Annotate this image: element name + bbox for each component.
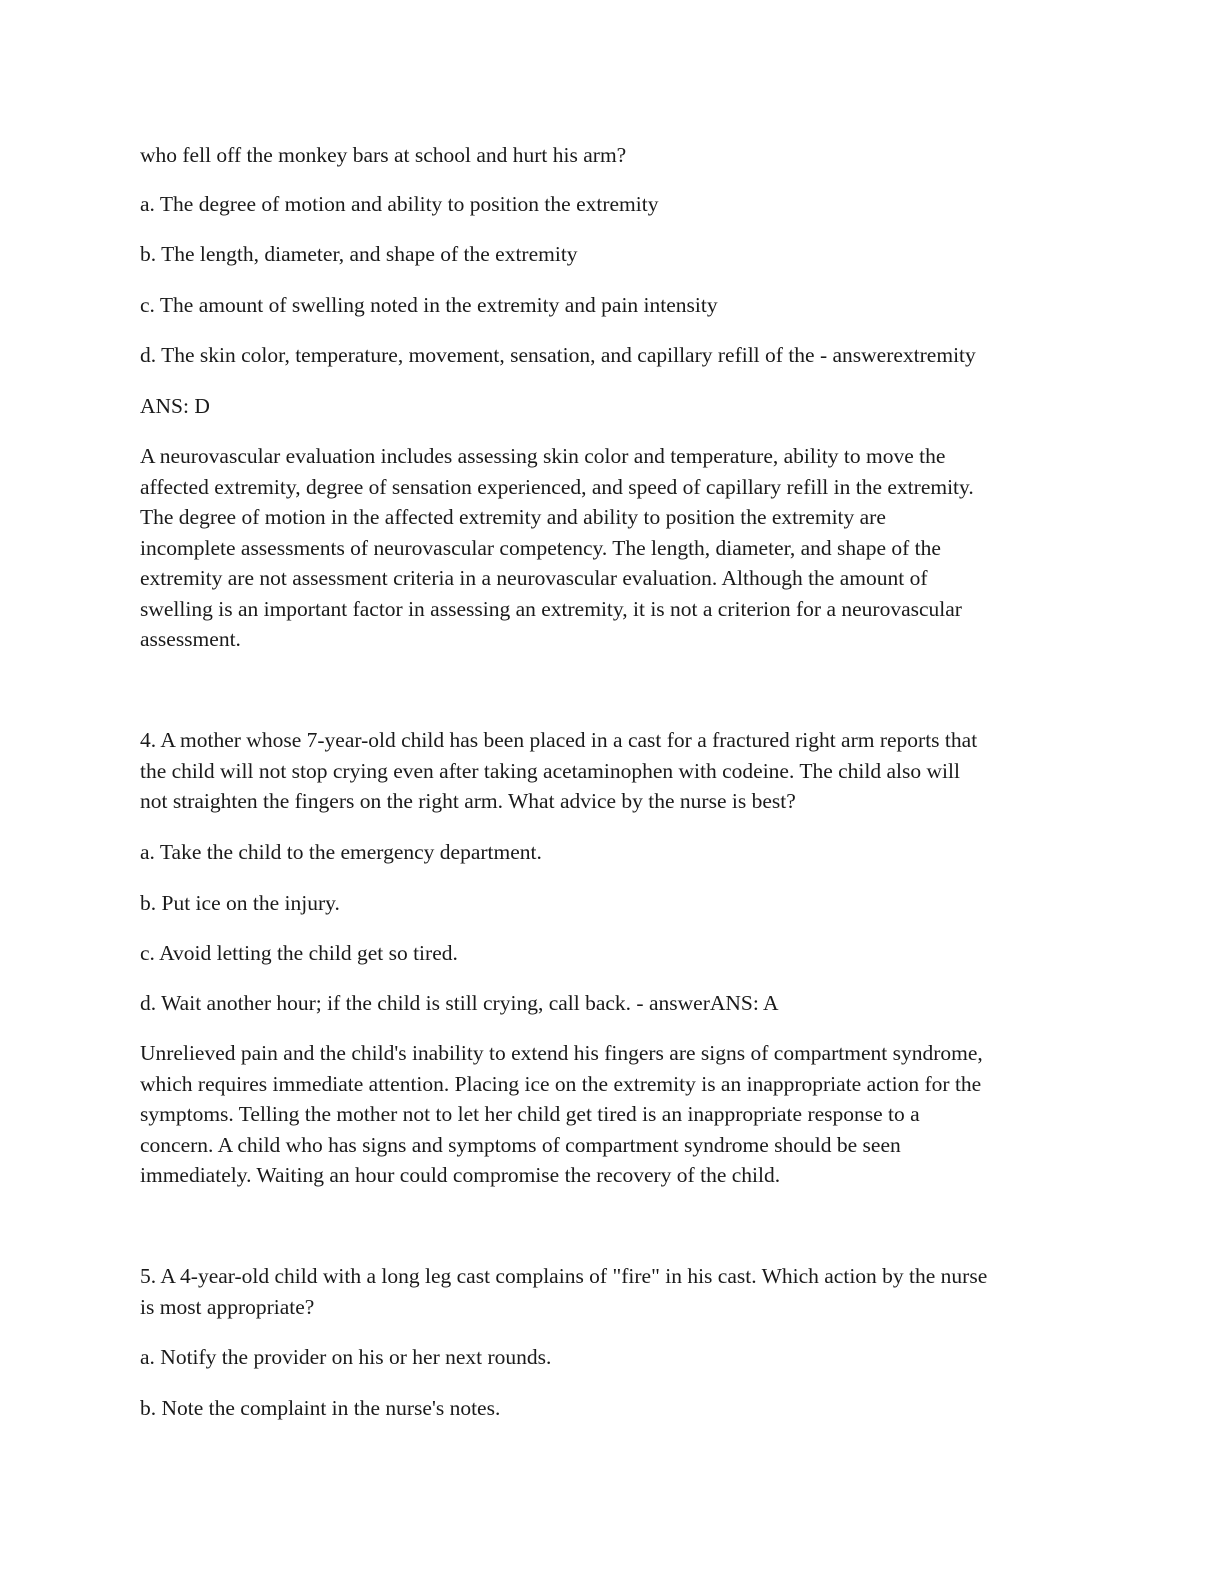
text-line: c. The amount of swelling noted in the extremity and pain intensity	[140, 293, 718, 317]
question-3-stem-end	[140, 140, 1100, 171]
text-line: b. Put ice on the injury.	[140, 891, 340, 915]
text-line: A neurovascular evaluation includes assessing skin color and temperature, ability to move the	[140, 444, 946, 468]
text-line: extremity are not assessment criteria in a neurovascular evaluation. Although the amount of	[140, 566, 928, 590]
q3-option-b	[140, 239, 1100, 270]
text-line: d. Wait another hour; if the child is still crying, call back. - answerANS: A	[140, 991, 779, 1015]
text-line: ANS: D	[140, 394, 210, 418]
text-line: 5. A 4-year-old child with a long leg cast complains of "fire" in his cast. Which action by the nurse	[140, 1264, 988, 1288]
q3-rationale	[140, 441, 1100, 655]
text-line: affected extremity, degree of sensation experienced, and speed of capillary refill in the extremity.	[140, 474, 974, 499]
text-line: Unrelieved pain and the child's inability to extend his fingers are signs of compartment syndrome,	[140, 1041, 983, 1065]
text-line: immediately. Waiting an hour could compromise the recovery of the child.	[140, 1163, 781, 1187]
text-line: a. Take the child to the emergency department.	[140, 840, 542, 864]
text-line: assessment.	[140, 627, 241, 651]
text-line: b. The length, diameter, and shape of the extremity	[140, 242, 578, 266]
q4-option-d	[140, 988, 1100, 1019]
text-line: swelling is an important factor in assessing an extremity, it is not a criterion for a neurovascular	[140, 596, 962, 621]
text-line: incomplete assessments of neurovascular competency. The length, diameter, and shape of the	[140, 535, 941, 560]
text-line: symptoms. Telling the mother not to let her child get tired is an inappropriate response to a	[140, 1102, 920, 1126]
q3-answer	[140, 391, 1100, 422]
text-line: is most appropriate?	[140, 1294, 315, 1319]
q3-option-d	[140, 340, 1100, 371]
q4-option-a	[140, 837, 1100, 868]
q4-rationale	[140, 1038, 1100, 1191]
text-line: not straighten the fingers on the right arm. What advice by the nurse is best?	[140, 789, 796, 813]
q4-option-b	[140, 888, 1100, 919]
q3-option-a	[140, 189, 1100, 220]
text-line: c. Avoid letting the child get so tired.	[140, 941, 458, 965]
text-line: a. The degree of motion and ability to position the extremity	[140, 192, 659, 216]
q3-option-c	[140, 290, 1100, 321]
q5-option-a	[140, 1342, 1100, 1373]
text-line: d. The skin color, temperature, movement, sensation, and capillary refill of the - answerextremity	[140, 343, 976, 367]
q5-option-b	[140, 1393, 1100, 1424]
text-line: the child will not stop crying even after taking acetaminophen with codeine. The child also will	[140, 758, 960, 783]
text-line: The degree of motion in the affected extremity and ability to position the extremity are	[140, 505, 886, 529]
q4-option-c	[140, 938, 1100, 969]
text-line: 4. A mother whose 7-year-old child has been placed in a cast for a fractured right arm reports that	[140, 728, 978, 752]
question-4	[140, 725, 1100, 817]
question-5	[140, 1261, 1100, 1322]
text-line: which requires immediate attention. Placing ice on the extremity is an inappropriate action for the	[140, 1071, 982, 1096]
text-line: who fell off the monkey bars at school and hurt his arm?	[140, 143, 627, 167]
text-line: a. Notify the provider on his or her next rounds.	[140, 1345, 552, 1369]
text-line: concern. A child who has signs and symptoms of compartment syndrome should be seen	[140, 1132, 901, 1157]
text-line: b. Note the complaint in the nurse's notes.	[140, 1396, 501, 1420]
